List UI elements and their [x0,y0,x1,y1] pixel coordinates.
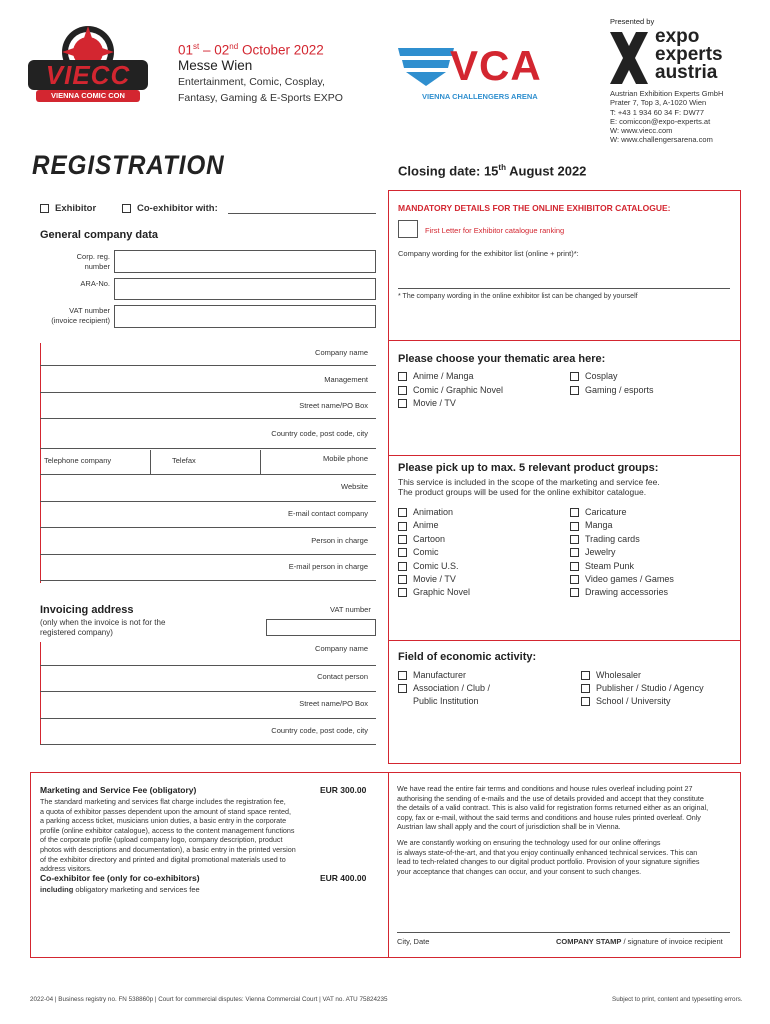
product-drawing-accessories[interactable]: Drawing accessories [570,587,674,600]
city-date-label: City, Date [397,937,430,946]
checkbox[interactable] [398,588,407,597]
invoicing-subtitle: (only when the invoice is not for the registered company) [40,618,166,637]
checkbox[interactable] [570,386,579,395]
product-movie-tv[interactable]: Movie / TV [398,574,470,587]
product-manga[interactable]: Manga [570,520,674,533]
economic-manufacturer[interactable]: Manufacturer [398,670,490,683]
expo-x-icon [610,32,648,84]
vca-shield-icon [396,44,456,88]
inv-country-label: Country code, post code, city [271,726,368,735]
thematic-col1 [398,371,503,412]
thematic-cosplay[interactable]: Cosplay [570,371,654,385]
checkbox[interactable] [398,535,407,544]
products-col2 [570,507,674,601]
vat-input[interactable] [114,305,376,328]
marketing-fee-title: Marketing and Service Fee (obligatory) [40,785,197,795]
marketing-fee-desc: The standard marketing and services flat charge includes the registration fee, a quota of exhibitor passes dependent upon the amount of stand space rented, a parking access ticket, musicians union duties, a basic entry in the corporate profile (online exhibitor catalogue), access to the content management functions of the corporate profile (upload company logo, company description, product photos with descriptions and documentation), a basic entry in the printed version of the exhibitor directory and printed and digital promotional materials used to address visitors. [40,797,296,874]
products-title: Please pick up to max. 5 relevant product groups: [398,462,659,474]
thematic-anime-manga[interactable]: Anime / Manga [398,371,503,385]
product-caricature[interactable]: Caricature [570,507,674,520]
co-fee-desc: including obligatory marketing and services fee [40,885,200,894]
inv-contact-label: Contact person [317,672,368,681]
inv-company-name-label: Company name [315,644,368,653]
email-person-label: E-mail person in charge [288,562,368,571]
product-video-games[interactable]: Video games / Games [570,574,674,587]
phone-row-field[interactable] [40,474,376,475]
expo-logo-line-3: austria [655,62,718,83]
terms-para-1: We have read the entire fair terms and conditions and house rules overleaf including point 27 authorising the sending of e-mails and the use of details provided and accept that they constitute the details of a valid contract. This is also valid for registration forms returned either as an original, copy, fax or e-mail, without the said terms and conditions and house rules printed overleaf. Only Austrian law shall apply and the court of jurisdiction shall be in Vienna. [397,784,709,832]
checkbox[interactable] [398,522,407,531]
expo-experts-logo [610,26,750,86]
co-fee-price: EUR 400.00 [320,873,367,883]
product-trading-cards[interactable]: Trading cards [570,534,674,547]
checkbox[interactable] [581,697,590,706]
inv-street-label: Street name/PO Box [299,699,368,708]
catalogue-title: MANDATORY DETAILS FOR THE ONLINE EXHIBITOR CATALOGUE: [398,203,671,213]
company-stamp-label: COMPANY STAMP / signature of invoice recipient [556,937,723,946]
event-tagline-1: Entertainment, Comic, Cosplay, [178,76,325,88]
thematic-col2 [570,371,654,398]
checkbox[interactable] [570,588,579,597]
management-field[interactable] [40,392,376,393]
co-fee-title: Co-exhibitor fee (only for co-exhibitors) [40,873,200,883]
economic-association[interactable]: Association / Club / [398,683,490,696]
company-section-title: General company data [40,229,158,241]
footer-left: 2022-04 | Business registry no. FN 538860p | Court for commercial disputes: Vienna Commercial Court | VAT no. ATU 75824235 [30,996,388,1003]
terms-para-2: We are constantly working on ensuring the technology used for our online offerings is always state-of-the-art, and that you enjoy continually enhanced technical services. This can lead to tech-related changes to our digital product portfolio. Provision of your signature signifies your acceptance that changes can occur, and your consent to such changes. [397,838,700,876]
product-animation[interactable]: Animation [398,507,470,520]
company-details-form [40,343,376,583]
economic-col1 [398,670,490,709]
ara-input[interactable] [114,278,376,300]
products-desc-2: The product groups will be used for the online exhibitor catalogue. [398,487,647,497]
vat-label: VAT number (invoice recipient) [51,306,110,325]
inv-street-field[interactable] [40,718,376,719]
checkbox[interactable] [398,508,407,517]
wording-field[interactable] [398,288,730,289]
checkbox[interactable] [398,548,407,557]
person-charge-field[interactable] [40,554,376,555]
invoicing-title: Invoicing address [40,604,134,616]
street-label: Street name/PO Box [299,401,368,410]
product-graphic-novel[interactable]: Graphic Novel [398,587,470,600]
thematic-gaming-esports[interactable]: Gaming / esports [570,385,654,399]
checkbox[interactable] [570,372,579,381]
checkbox[interactable] [398,575,407,584]
event-venue: Messe Wien [178,58,253,73]
product-cartoon[interactable]: Cartoon [398,534,470,547]
website-label: Website [341,482,368,491]
inv-contact-field[interactable] [40,691,376,692]
corp-reg-input[interactable] [114,250,376,273]
email-contact-field[interactable] [40,527,376,528]
wording-label: Company wording for the exhibitor list (online + print)*: [398,249,579,258]
economic-public-institution-label: Public Institution [413,696,479,706]
telephone-label: Telephone company [44,456,112,465]
checkbox[interactable] [570,575,579,584]
first-letter-label: First Letter for Exhibitor catalogue ranking [425,226,565,235]
checkbox[interactable] [570,562,579,571]
ara-label: ARA-No. [80,279,110,288]
checkbox[interactable] [570,548,579,557]
website-field[interactable] [40,501,376,502]
economic-school[interactable]: School / University [581,696,704,709]
economic-wholesaler[interactable]: Wholesaler [581,670,704,683]
marketing-fee-price: EUR 300.00 [320,785,367,795]
thematic-comic-graphic-novel[interactable]: Comic / Graphic Novel [398,385,503,399]
company-name-label: Company name [315,348,368,357]
economic-publisher[interactable]: Publisher / Studio / Agency [581,683,704,696]
presented-by: Presented by [610,17,655,26]
management-label: Management [324,375,368,384]
product-comic-us[interactable]: Comic U.S. [398,561,470,574]
checkbox[interactable] [398,684,407,693]
event-date: 01st – 02nd October 2022 [178,42,324,58]
invoicing-vat-input[interactable] [266,619,376,636]
closing-date: Closing date: 15th August 2022 [398,163,587,179]
person-charge-label: Person in charge [311,536,368,545]
exhibitor-checkbox[interactable] [40,204,49,213]
checkbox[interactable] [570,508,579,517]
checkbox[interactable] [581,671,590,680]
checkbox[interactable] [570,535,579,544]
checkbox[interactable] [398,399,407,408]
co-exhibitor-checkbox[interactable] [122,204,131,213]
wording-footnote: * The company wording in the online exhibitor list can be changed by yourself [398,293,638,300]
products-desc-1: This service is included in the scope of the marketing and service fee. [398,477,660,487]
checkbox[interactable] [398,671,407,680]
products-col1 [398,507,470,601]
economic-col2 [581,670,704,709]
product-steam-punk[interactable]: Steam Punk [570,561,674,574]
event-tagline-2: Fantasy, Gaming & E-Sports EXPO [178,92,343,104]
viecc-logo-subtext: VIENNA COMIC CON [51,91,125,100]
country-field[interactable] [40,448,376,449]
checkbox[interactable] [398,372,407,381]
registration-title: REGISTRATION [32,150,225,180]
mobile-label: Mobile phone [322,454,368,463]
signature-line[interactable] [397,932,730,933]
product-anime[interactable]: Anime [398,520,470,533]
economic-title: Field of economic activity: [398,651,537,663]
telefax-label: Telefax [172,456,196,465]
first-letter-input[interactable] [398,220,418,238]
checkbox[interactable] [398,562,407,571]
viecc-logo-text: VIECC [45,60,131,90]
checkbox[interactable] [581,684,590,693]
product-jewelry[interactable]: Jewelry [570,547,674,560]
vca-logo-subtext: VIENNA CHALLENGERS ARENA [422,92,538,101]
country-label: Country code, post code, city [271,429,368,438]
company-name-field[interactable] [40,365,376,366]
checkbox[interactable] [570,522,579,531]
co-exhibitor-option[interactable]: Co-exhibitor with: [122,203,218,214]
expo-logo-line-1: expo [655,26,700,47]
thematic-title: Please choose your thematic area here: [398,353,606,365]
email-contact-label: E-mail contact company [287,509,368,518]
viecc-logo [26,22,150,110]
product-comic[interactable]: Comic [398,547,470,560]
inv-company-name-field[interactable] [40,665,376,666]
exhibitor-option[interactable]: Exhibitor [40,203,96,214]
company-address: Austrian Exhibition Experts GmbH Prater 7, Top 3, A-1020 Wien T: +43 1 934 60 34 F: DW77 E: comiccon@expo-experts.at W: www.viecc.com W: www.challengersarena.com [610,89,724,145]
thematic-movie-tv[interactable]: Movie / TV [398,398,503,412]
checkbox[interactable] [398,386,407,395]
invoicing-form [40,642,376,746]
email-person-field[interactable] [40,580,376,581]
vca-logo [396,42,548,104]
invoicing-vat-label: VAT number [330,605,371,614]
co-exhibitor-line[interactable] [228,213,376,214]
footer-right: Subject to print, content and typesetting errors. [612,996,743,1003]
street-field[interactable] [40,418,376,419]
expo-logo-line-2: experts [655,44,723,65]
vca-logo-text: VCA [450,42,542,89]
inv-country-field[interactable] [40,744,376,745]
corp-reg-label: Corp. reg. number [76,252,110,271]
